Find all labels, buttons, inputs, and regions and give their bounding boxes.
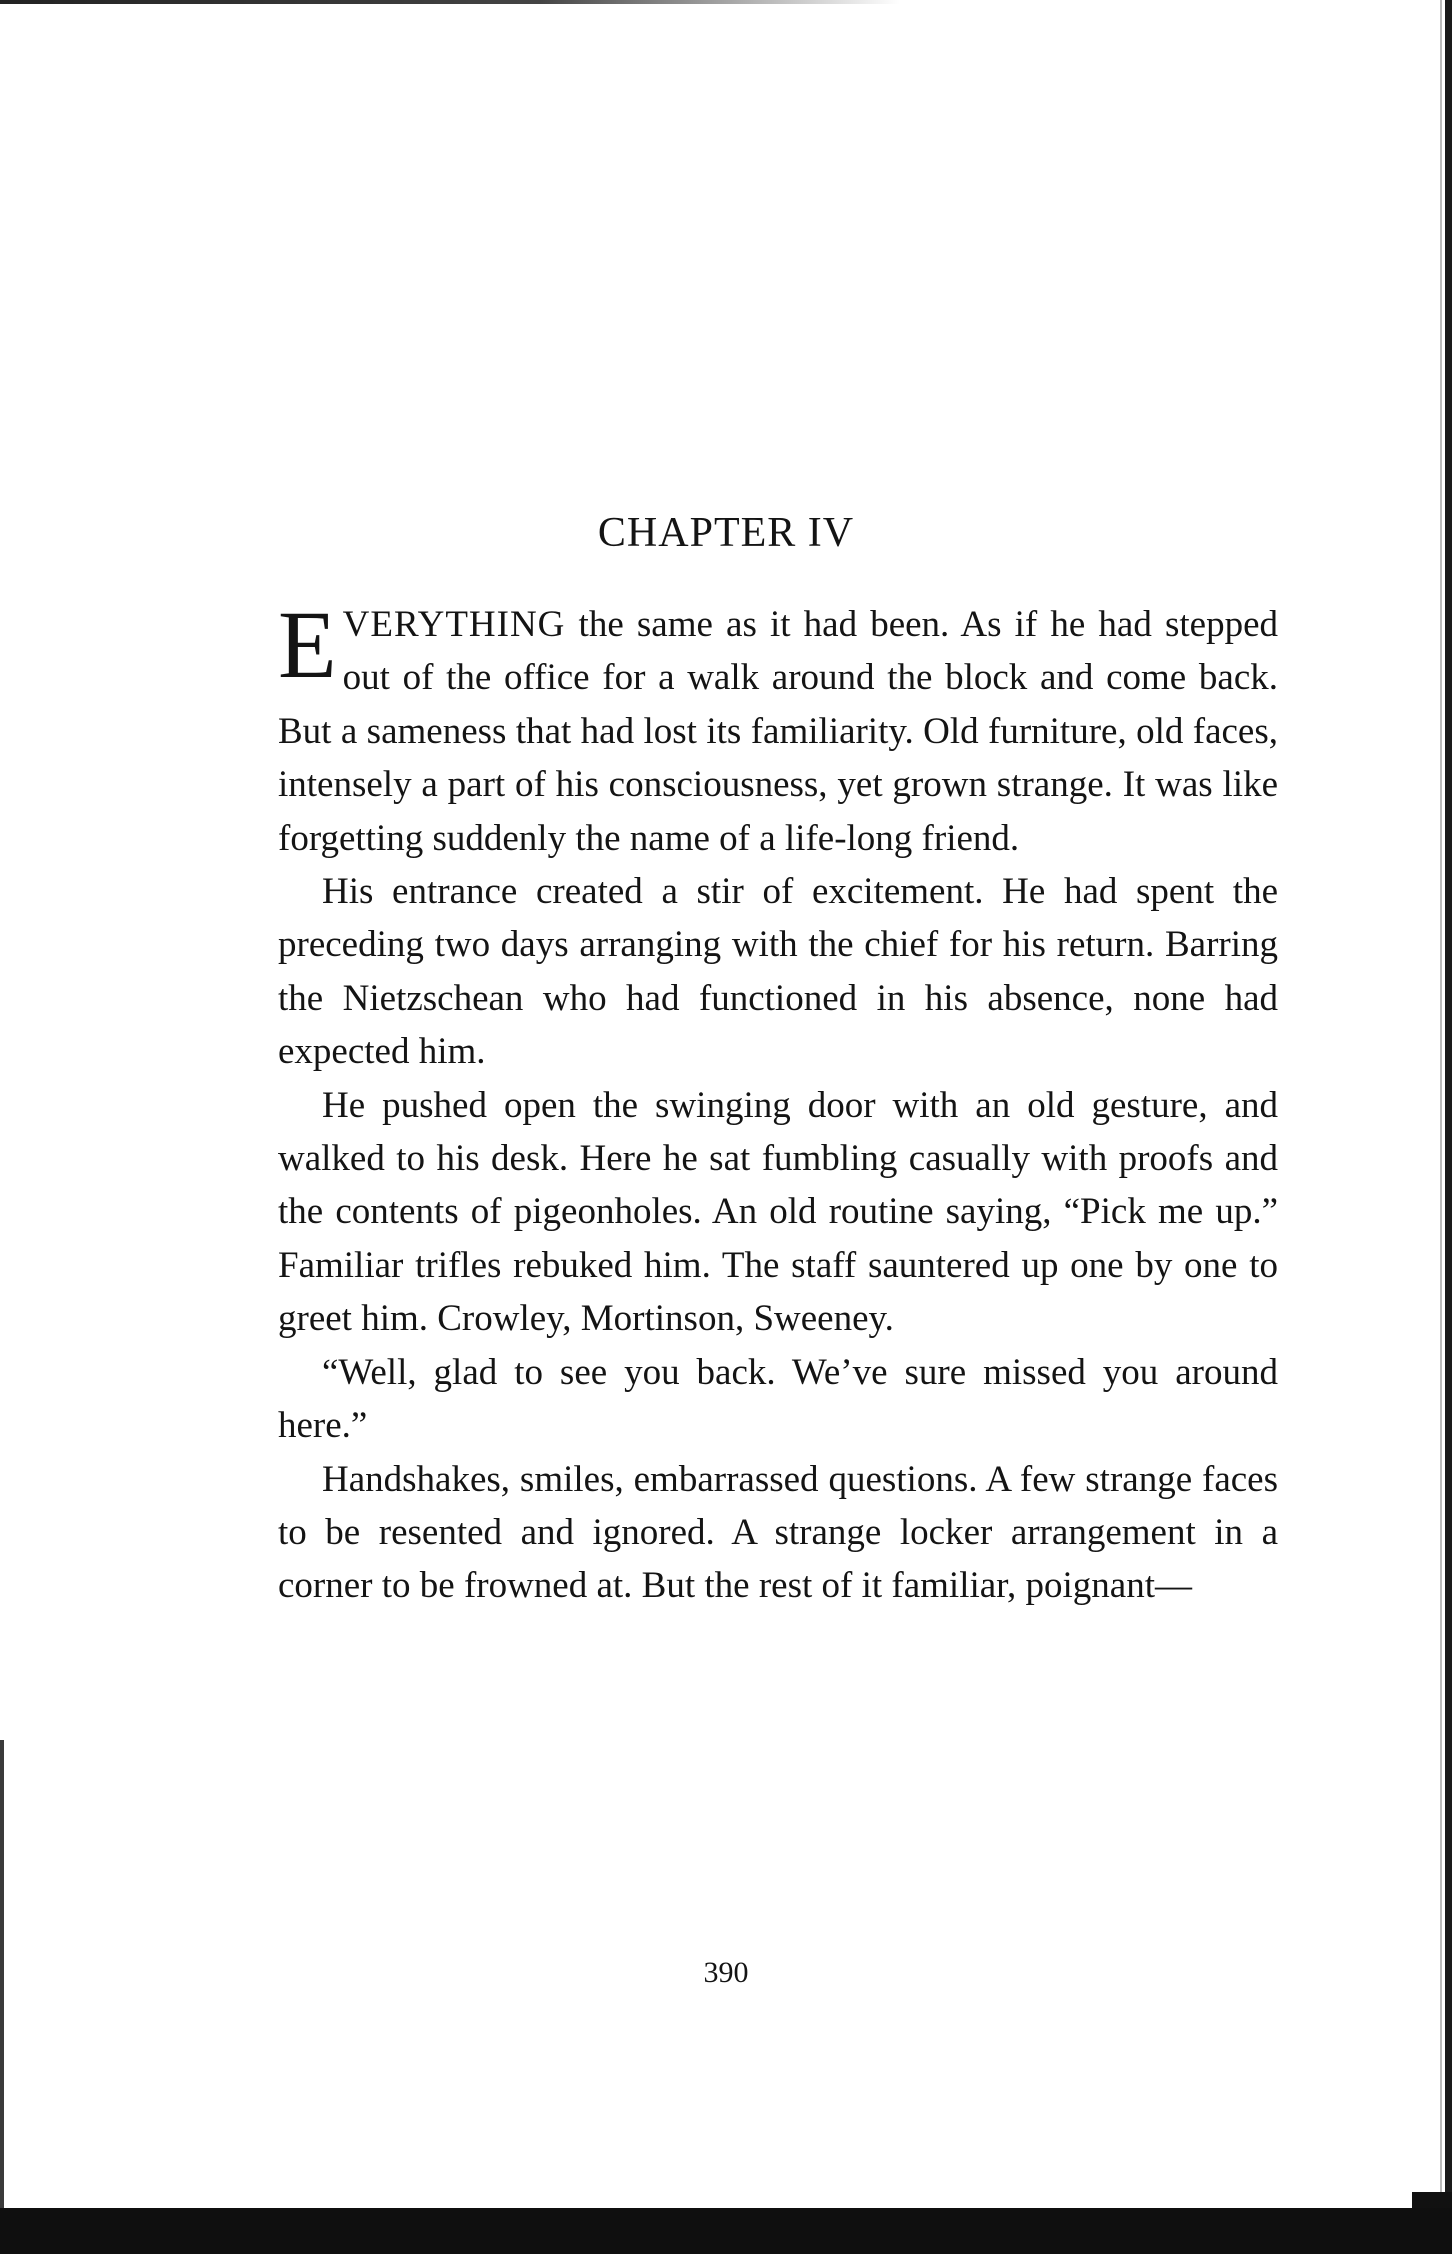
scan-edge-right-inner — [1440, 0, 1442, 2254]
paragraph-2: His entrance created a stir of excitement. He had spent the preceding two days arranging with the chief for his return. Barring the Nietzschean who had functioned in his absence, none had expected him. — [278, 871, 1278, 1073]
paragraph-3: He pushed open the swinging door with an old gesture, and walked to his desk. Here he sat fumbling casually with proofs and the contents of pigeonholes. An old routine saying, “Pick me up.” Familiar trifles rebuked him. The staff sauntered up one by one to greet him. Crowley, Mortinson, Sweeney. — [278, 1084, 1278, 1340]
scan-edge-bottom-tail — [1412, 2192, 1452, 2208]
scan-edge-top — [0, 0, 900, 4]
scan-edge-right — [1445, 0, 1452, 2254]
body-text — [278, 591, 1278, 1613]
paragraph-4: “Well, glad to see you back. We’ve sure missed you around here.” — [278, 1351, 1278, 1447]
page-number: 390 — [703, 1956, 749, 1989]
chapter-title: CHAPTER IV — [597, 510, 855, 556]
paragraph-1-text: the same as it had been. As if he had stepped out of the office for a walk around the block and come back. But a sameness that had lost its familiarity. Old furniture, old faces, intensely a part of his consciousness, yet grown strange. It was like forgetting suddenly the name of a life-long friend. — [278, 604, 1278, 859]
opening-word: VERYTHING — [342, 604, 566, 645]
scan-edge-bottom — [0, 2208, 1452, 2254]
paragraph-5: Handshakes, smiles, embarrassed questions. A few strange faces to be resented and ignored. A strange locker arrangement in a corner to be frowned at. But the rest of it familiar, poignant— — [278, 1458, 1278, 1607]
paragraph-1 — [278, 591, 1278, 865]
drop-cap: E — [278, 591, 337, 698]
